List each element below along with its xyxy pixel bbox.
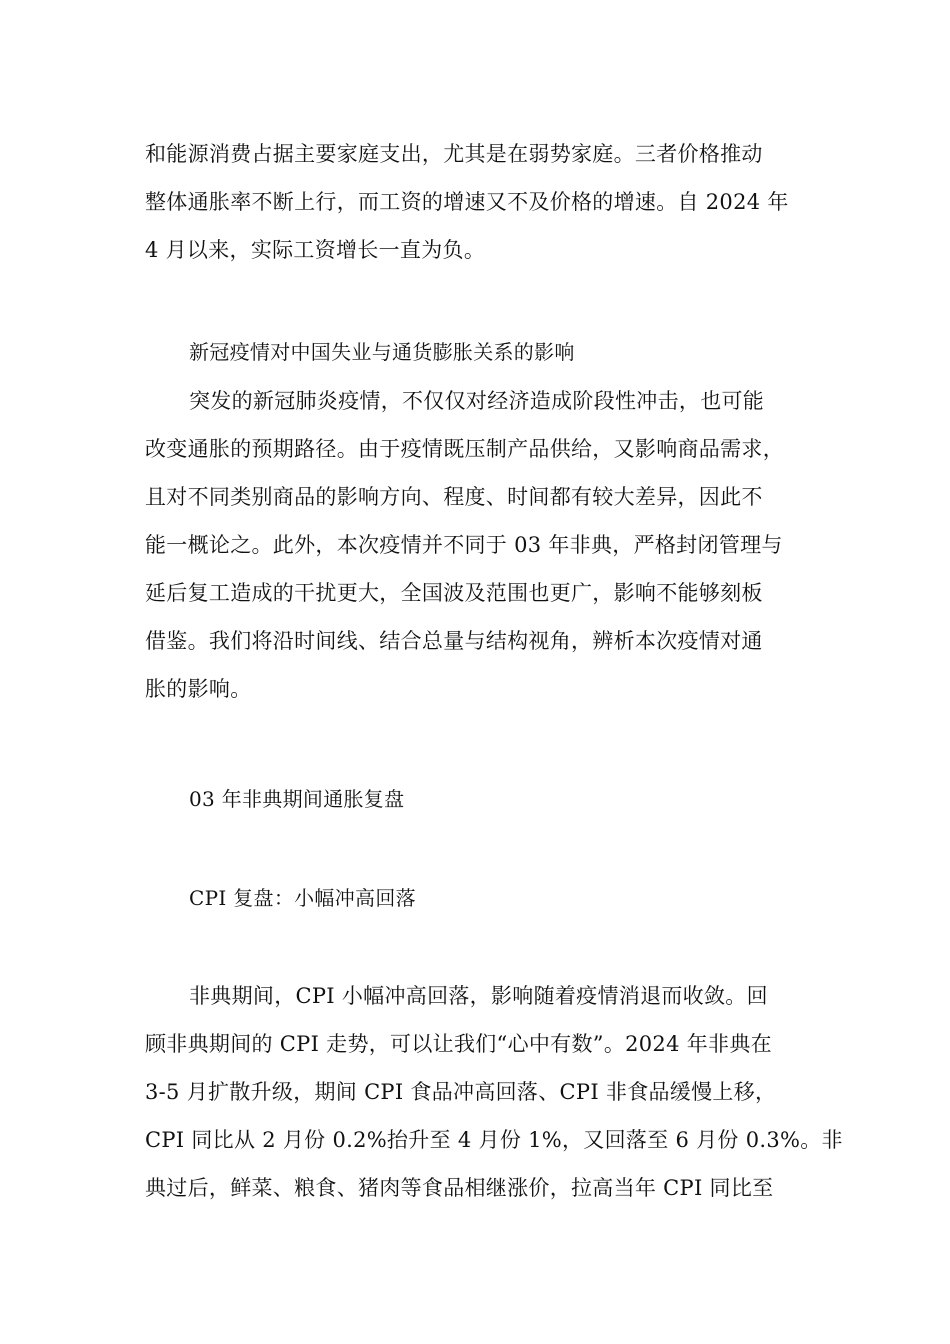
paragraph-line: 借鉴。我们将沿时间线、结合总量与结构视角，辨析本次疫情对通	[145, 629, 763, 653]
section-heading-covid	[145, 328, 813, 376]
section-heading-cpi	[145, 874, 813, 922]
section-heading-sars	[145, 775, 813, 823]
paragraph-line: 典过后，鲜菜、粮食、猪肉等食品相继涨价，拉高当年 CPI 同比至	[145, 1176, 774, 1200]
paragraph-line: 3-5 月扩散升级，期间 CPI 食品冲高回落、CPI 非食品缓慢上移，	[145, 1080, 777, 1104]
paragraph-line: 顾非典期间的 CPI 走势，可以让我们“心中有数”。2024 年非典在	[145, 1032, 772, 1056]
paragraph-line: 非典期间，CPI 小幅冲高回落，影响随着疫情消退而收敛。回	[189, 984, 768, 1008]
paragraph-line: 4 月以来，实际工资增长一直为负。	[145, 238, 486, 262]
paragraph-line: 且对不同类别商品的影响方向、程度、时间都有较大差异，因此不	[145, 485, 763, 509]
paragraph-line: 和能源消费占据主要家庭支出，尤其是在弱势家庭。三者价格推动	[145, 142, 763, 166]
section-heading: 03 年非典期间通胀复盘	[189, 787, 405, 811]
paragraph-line: 胀的影响。	[145, 677, 252, 701]
section-heading: CPI 复盘：小幅冲高回落	[189, 886, 416, 910]
paragraph-3	[145, 972, 843, 1212]
section-heading: 新冠疫情对中国失业与通货膨胀关系的影响	[189, 340, 575, 364]
paragraph-line: 延后复工造成的干扰更大，全国波及范围也更广，影响不能够刻板	[145, 581, 763, 605]
paragraph-line: 整体通胀率不断上行，而工资的增速又不及价格的增速。自 2024 年	[145, 190, 789, 214]
paragraph-line: 能一概论之。此外，本次疫情并不同于 03 年非典，严格封闭管理与	[145, 533, 783, 557]
paragraph-line: 改变通胀的预期路径。由于疫情既压制产品供给，又影响商品需求，	[145, 437, 784, 461]
paragraph-line: 突发的新冠肺炎疫情，不仅仅对经济造成阶段性冲击，也可能	[189, 389, 765, 413]
paragraph-2	[145, 377, 813, 713]
paragraph-line: CPI 同比从 2 月份 0.2%抬升至 4 月份 1%，又回落至 6 月份 0.3%。非	[145, 1128, 843, 1152]
paragraph-1	[145, 130, 813, 274]
